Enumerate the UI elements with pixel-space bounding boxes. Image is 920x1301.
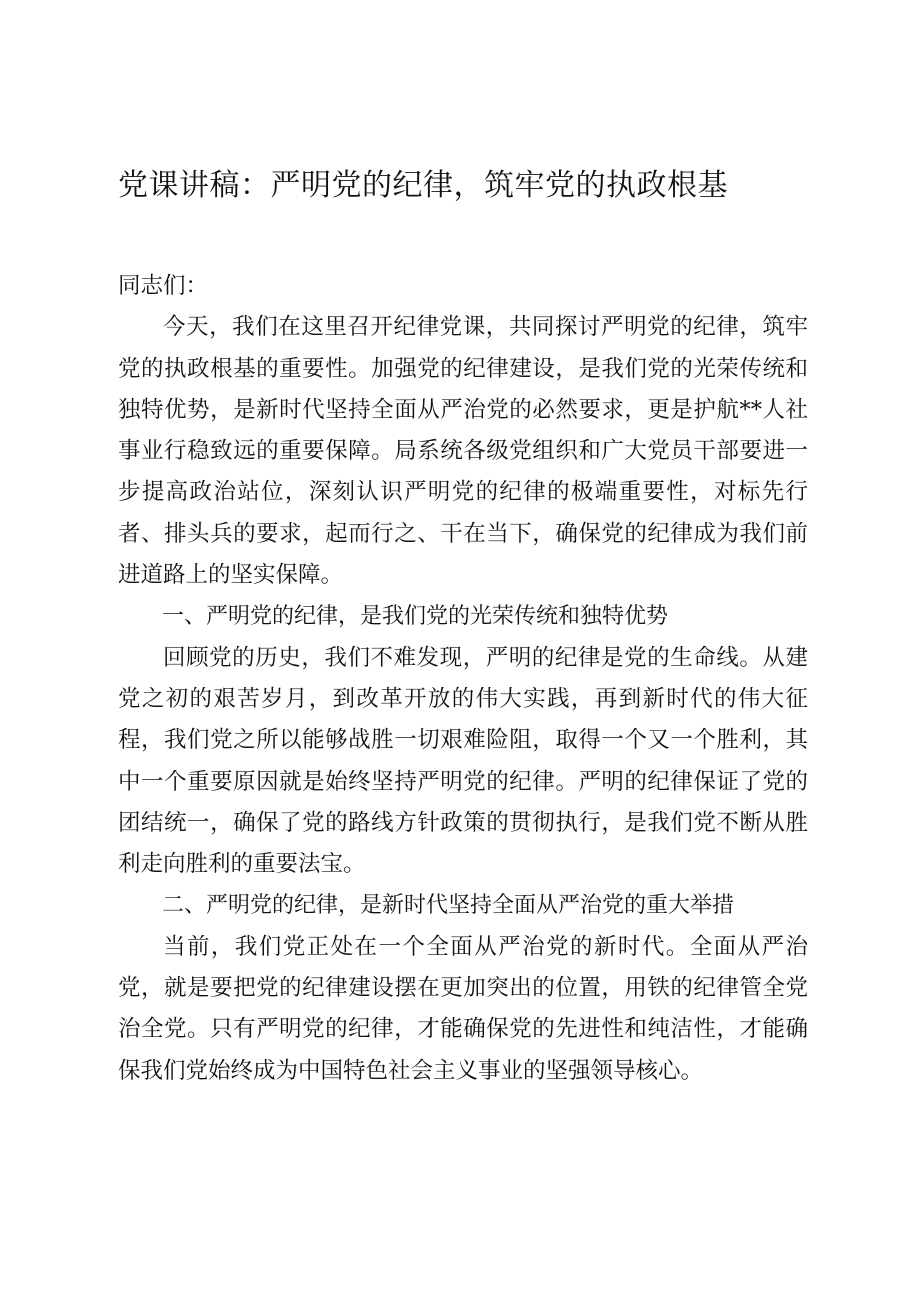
section-1-paragraph: 回顾党的历史，我们不难发现，严明的纪律是党的生命线。从建党之初的艰苦岁月，到改革开放的伟大实践，再到新时代的伟大征程，我们党之所以能够战胜一切艰难险阻，取得一个又一个胜利，其中一个重要原因就是始终坚持严明党的纪律。严明的纪律保证了党的团结统一，确保了党的路线方针政策的贯彻执行，是我们党不断从胜利走向胜利的重要法宝。: [118, 644, 808, 878]
document-body: [118, 266, 808, 1092]
section-1-heading: 一、严明党的纪律，是我们党的光荣传统和独特优势: [162, 604, 669, 630]
document-title: 党课讲稿：严明党的纪律，筑牢党的执政根基: [118, 168, 728, 203]
salutation: 同志们：: [118, 273, 209, 299]
intro-paragraph: 今天，我们在这里召开纪律党课，共同探讨严明党的纪律，筑牢党的执政根基的重要性。加强党的纪律建设，是我们党的光荣传统和独特优势，是新时代坚持全面从严治党的必然要求，更是护航**人社事业行稳致远的重要保障。局系统各级党组织和广大党员干部要进一步提高政治站位，深刻认识严明党的纪律的极端重要性，对标先行者、排头兵的要求，起而行之、干在当下，确保党的纪律成为我们前进道路上的坚实保障。: [118, 314, 808, 589]
section-2-paragraph: 当前，我们党正处在一个全面从严治党的新时代。全面从严治党，就是要把党的纪律建设摆在更加突出的位置，用铁的纪律管全党治全党。只有严明党的纪律，才能确保党的先进性和纯洁性，才能确保我们党始终成为中国特色社会主义事业的坚强领导核心。: [118, 933, 808, 1084]
section-2-heading: 二、严明党的纪律，是新时代坚持全面从严治党的重大举措: [162, 893, 735, 919]
